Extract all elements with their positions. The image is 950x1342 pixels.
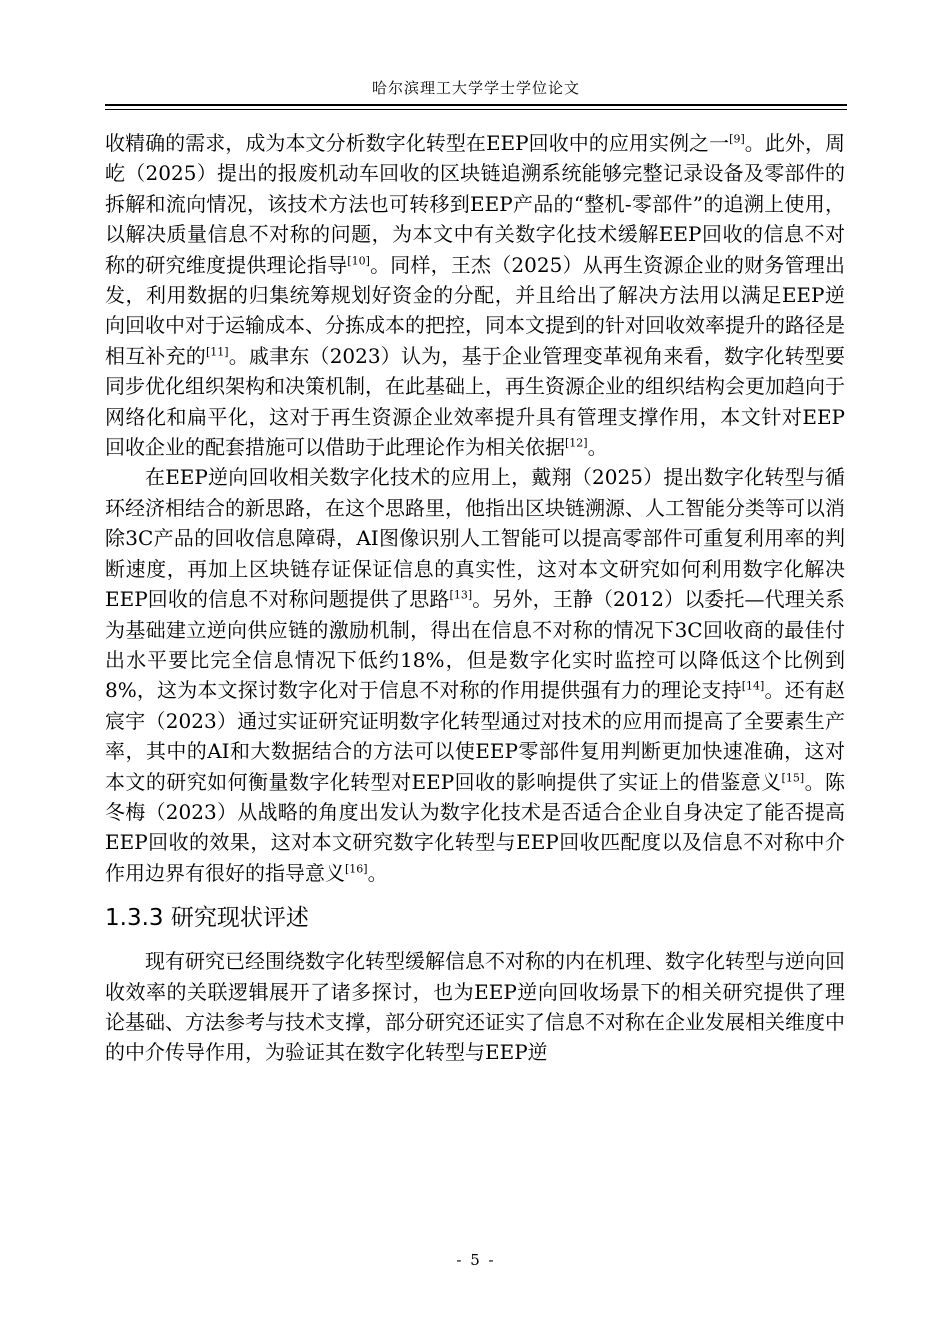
citation-13: [13] [449, 588, 473, 602]
p2-text-5: 。 [367, 860, 388, 885]
paragraph-1 [105, 128, 845, 462]
citation-14: [14] [741, 679, 765, 693]
p1-text-3: 。同样，王杰（2025）从再生资源企业的财务管理出发，利用数据的归集统筹规划好资金的分配，并且给出了解决方法用以满足EEP逆向回收中对于运输成本、分拣成本的把控，同本文提到的针对回收效率提升的路径是相互补充的 [105, 252, 845, 368]
paragraph-2 [105, 462, 845, 888]
page-header-title: 哈尔滨理工大学学士学位论文 [371, 79, 580, 97]
p2-text-3: 。还有赵宸宇（2023）通过实证研究证明数字化转型通过对技术的应用而提高了全要素生产率，其中的AI和大数据结合的方法可以使EEP零部件复用判断更加快速准确，这对本文的研究如何衡量数字化转型对EEP回收的影响提供了实证上的借鉴意义 [105, 678, 846, 794]
p2-text-1: 在EEP逆向回收相关数字化技术的应用上，戴翔（2025）提出数字化转型与循环经济相结合的新思路，在这个思路里，他指出区块链溯源、人工智能分类等可以消除3C产品的回收信息障碍，AI图像识别人工智能可以提高零部件可重复利用率的判断速度，再加上区块链存证保证信息的真实性，这对本文研究如何利用数字化解决EEP回收的信息不对称问题提供了思路 [105, 465, 845, 612]
citation-11: [11] [205, 345, 229, 359]
p1-text-1: 收精确的需求，成为本文分析数字化转型在EEP回收中的应用实例之一 [105, 131, 730, 155]
section-heading: 1.3.3 研究现状评述 [105, 905, 309, 932]
paragraph-3: 现有研究已经围绕数字化转型缓解信息不对称的内在机理、数字化转型与逆向回收效率的关联逻辑展开了诸多探讨，也为EEP逆向回收场景下的相关研究提供了理论基础、方法参考与技术支撑，部分研究还证实了信息不对称在企业发展相关维度中的中介传导作用，为验证其在数字化转型与EEP逆 [105, 949, 845, 1065]
citation-15: [15] [781, 770, 805, 784]
citation-10: [10] [347, 253, 370, 267]
p2-text-4: 。陈冬梅（2023）从战略的角度出发认为数字化技术是否适合企业自身决定了能否提高EEP回收的效果，这对本文研究数字化转型与EEP回收匹配度以及信息不对称中介作用边界有很好的指导意义 [105, 769, 846, 885]
header-rule-thick [105, 104, 847, 106]
header-rule-thin [105, 109, 847, 110]
citation-12: [12] [565, 436, 588, 450]
citation-9: [9] [729, 132, 745, 146]
p1-text-5: 。 [587, 435, 608, 460]
page-body [105, 128, 845, 1068]
page-number: - 5 - [456, 1251, 496, 1269]
p1-text-2: 。此外，周屹（2025）提出的报废机动车回收的区块链追溯系统能够完整记录设备及零部件的拆解和流向情况，该技术方法也可转移到EEP产品的“整机-零部件”的追溯上使用，以解决质量信息不对称的问题，为本文中有关数字化技术缓解EEP回收的信息不对称的研究维度提供理论指导 [105, 131, 846, 277]
p2-text-2: 。另外，王静（2012）以委托—代理关系为基础建立逆向供应链的激励机制，得出在信息不对称的情况下3C回收商的最佳付出水平要比完全信息情况下低约18%，但是数字化实时监控可以降低这个比例到8%，这为本文探讨数字化对于信息不对称的作用提供强有力的理论支持 [105, 587, 846, 703]
citation-16: [16] [345, 862, 368, 876]
p1-text-4: 。戚聿东（2023）认为，基于企业管理变革视角来看，数字化转型要同步优化组织架构和决策机制，在此基础上，再生资源企业的组织结构会更加趋向于网络化和扁平化，这对于再生资源企业效率提升具有管理支撑作用，本文针对EEP回收企业的配套措施可以借助于此理论作为相关依据 [105, 343, 846, 460]
